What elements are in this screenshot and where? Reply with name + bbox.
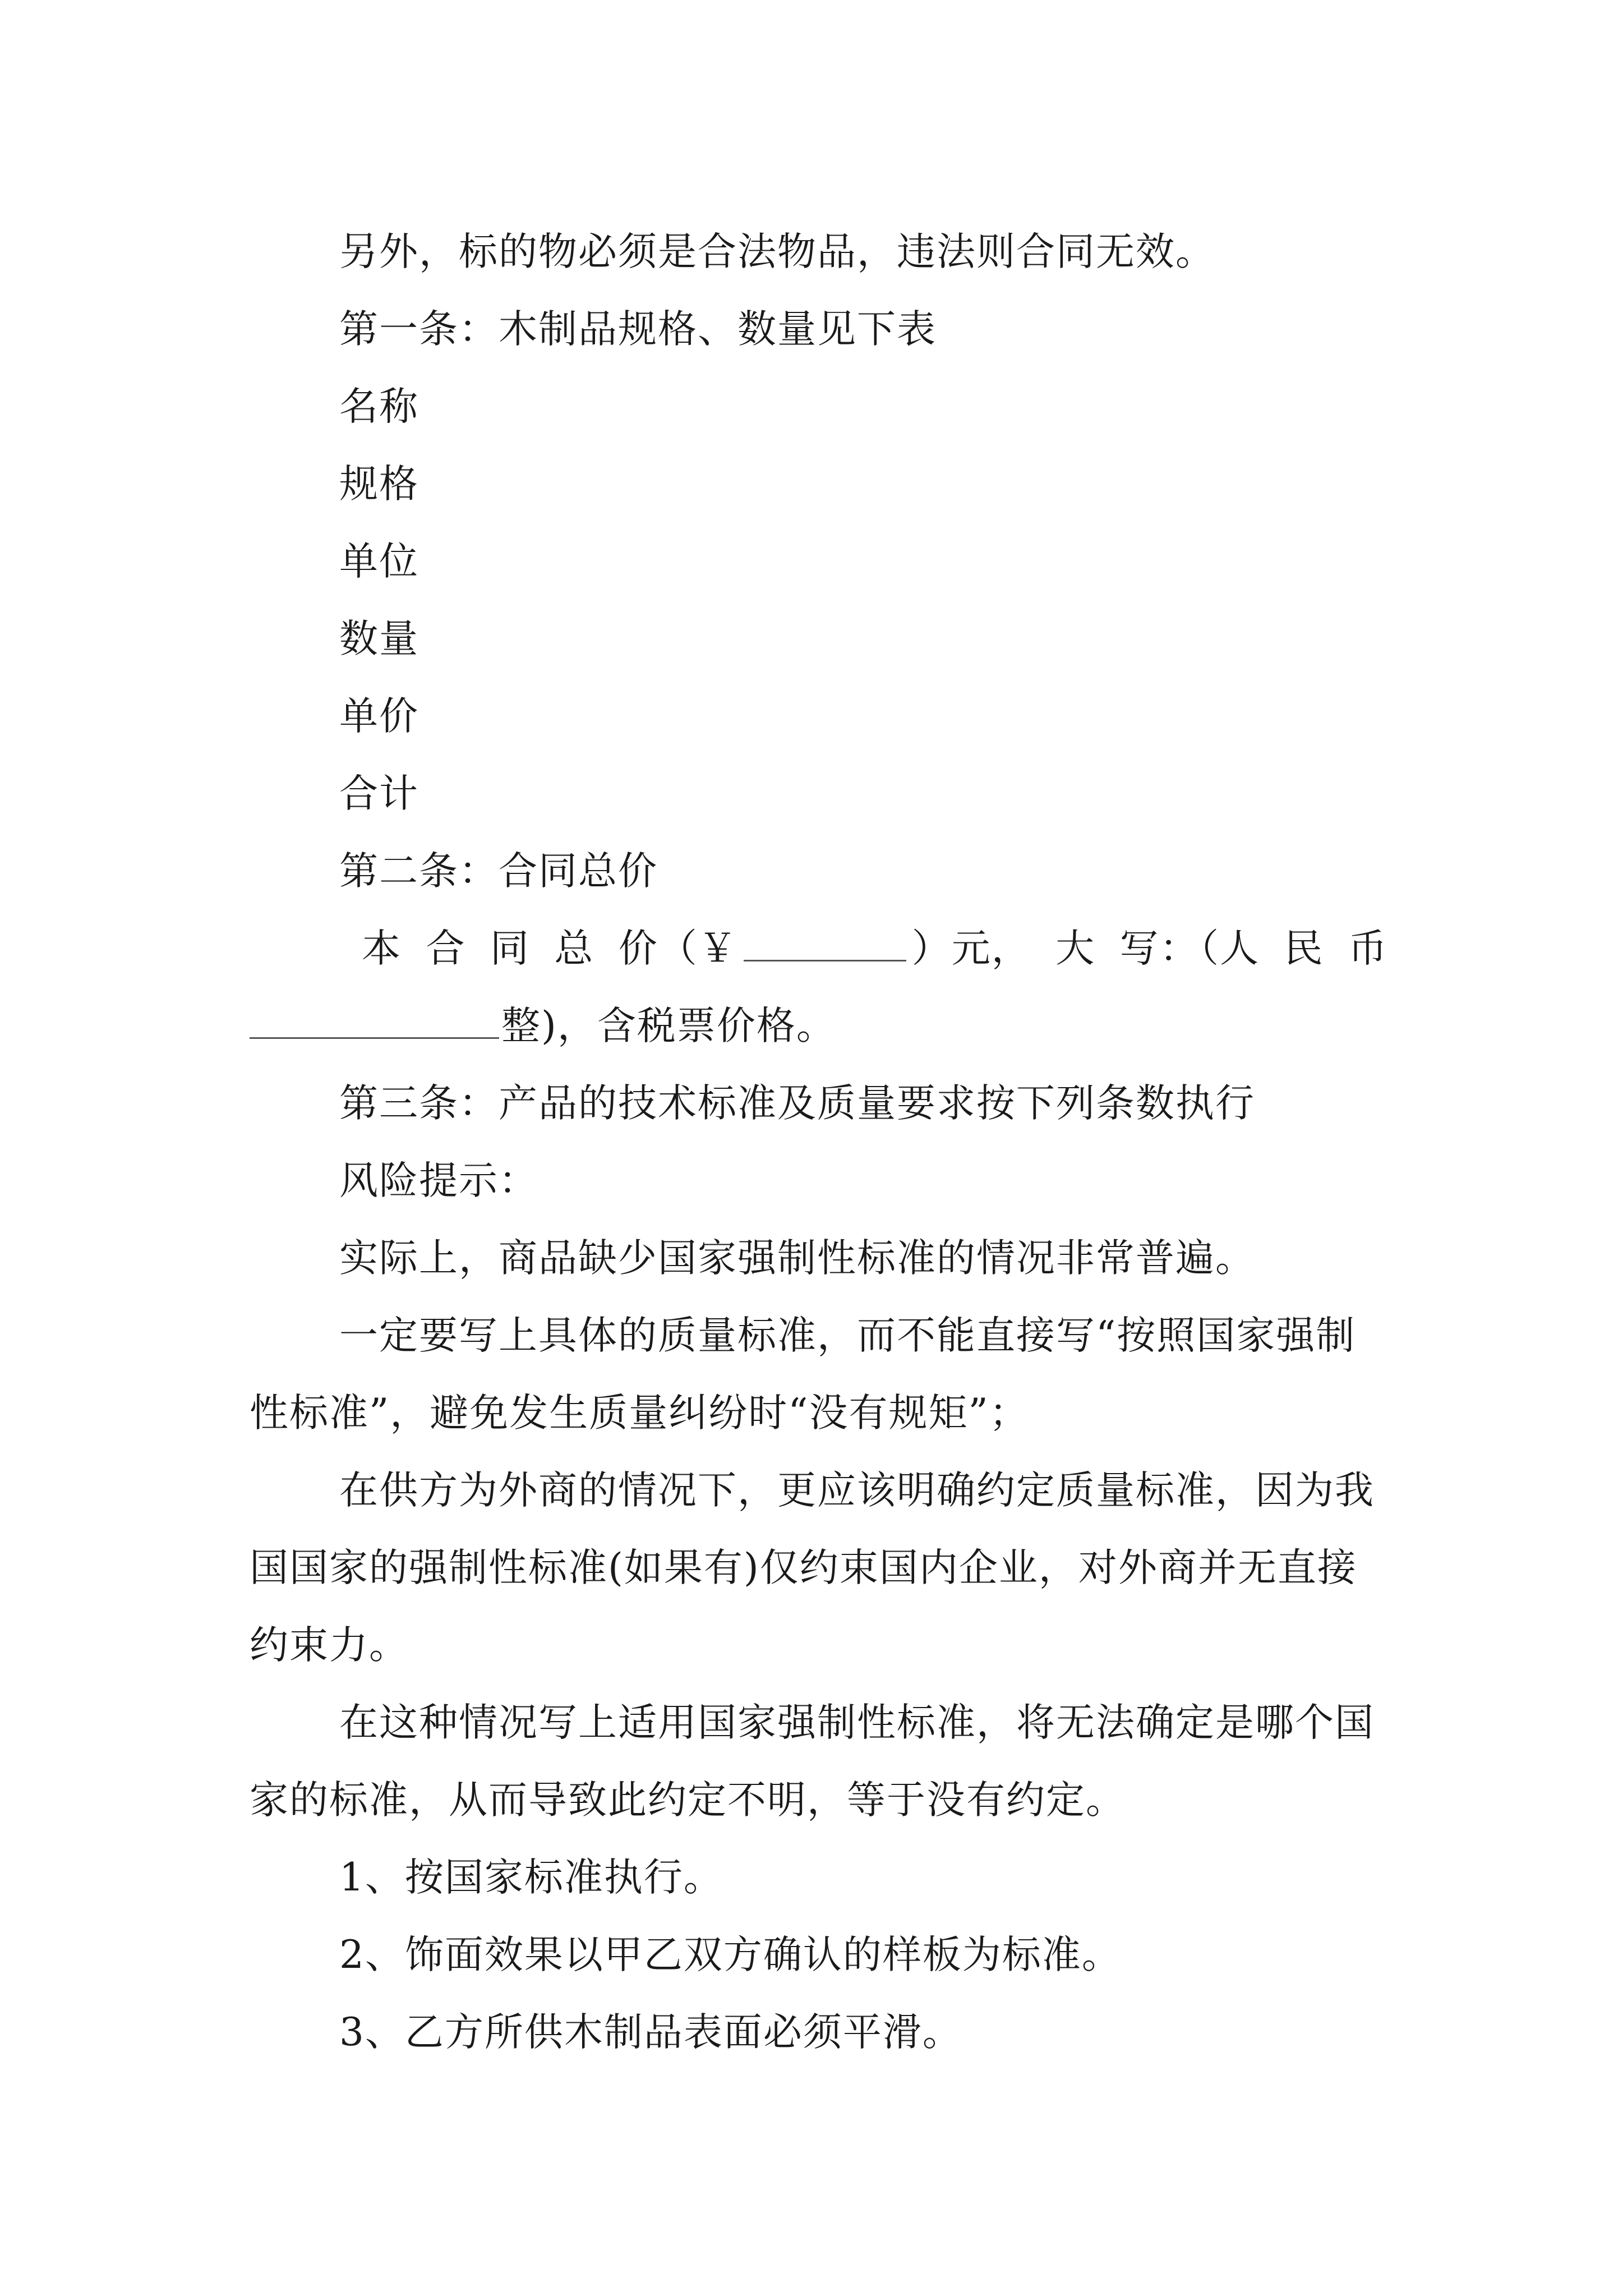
article-three-heading: 第三条：产品的技术标准及质量要求按下列条数执行	[339, 1081, 1255, 1126]
table-header-unit: 单位	[339, 539, 419, 584]
total-price-line-2	[250, 987, 1394, 1065]
amount-blank	[744, 919, 906, 961]
paragraph-legal-goods: 另外，标的物必须是合法物品，违法则合同无效。	[339, 229, 1215, 274]
uppercase-amount-blank	[250, 997, 499, 1039]
total-price-line	[250, 910, 1394, 987]
total-price-char: 民	[1284, 926, 1324, 971]
total-price-char: 价（￥	[618, 926, 738, 971]
paragraph-foreign-supplier: 在供方为外商的情况下，更应该明确约定质量标准，因为我国国家的强制性标准(如果有)仅约束国内企业，对外商并无直接约束力。	[250, 1468, 1375, 1668]
risk-notice-heading: 风险提示：	[339, 1158, 538, 1203]
article-two-heading: 第二条：合同总价	[339, 849, 658, 894]
table-header-name: 名称	[339, 384, 419, 429]
total-price-amount-group	[619, 910, 1031, 987]
total-price-char: 本	[362, 926, 402, 971]
table-header-quantity: 数量	[339, 616, 419, 661]
total-price-char: 合	[426, 926, 466, 971]
total-price-char: 总	[554, 926, 594, 971]
total-price-char: ）元，	[911, 926, 1031, 971]
list-item: 3、乙方所供木制品表面必须平滑。	[339, 2010, 962, 2055]
paragraph-specific-standards: 一定要写上具体的质量标准，而不能直接写“按照国家强制性标准”，避免发生质量纠纷时“没有规矩”；	[250, 1313, 1356, 1435]
list-item: 1、按国家标准执行。	[339, 1855, 723, 1900]
list-item: 2、饰面效果以甲乙双方确认的样板为标准。	[339, 1932, 1122, 1977]
paragraph-standards-common: 实际上，商品缺少国家强制性标准的情况非常普遍。	[339, 1236, 1255, 1281]
paragraph-unclear-standard: 在这种情况写上适用国家强制性标准，将无法确定是哪个国家的标准，从而导致此约定不明，等于没有约定。	[250, 1700, 1375, 1823]
table-header-spec: 规格	[339, 462, 419, 507]
total-price-char: 币	[1348, 926, 1388, 971]
table-header-total: 合计	[339, 771, 419, 816]
table-header-unit-price: 单价	[339, 694, 419, 739]
total-price-char: 写：（人	[1119, 926, 1260, 971]
article-one-heading: 第一条：木制品规格、数量见下表	[339, 307, 937, 352]
total-price-char: 同	[490, 926, 530, 971]
total-price-char: 大	[1055, 926, 1096, 971]
total-price-tail: 整)，含税票价格。	[501, 1004, 836, 1048]
document-page	[250, 213, 1394, 2071]
